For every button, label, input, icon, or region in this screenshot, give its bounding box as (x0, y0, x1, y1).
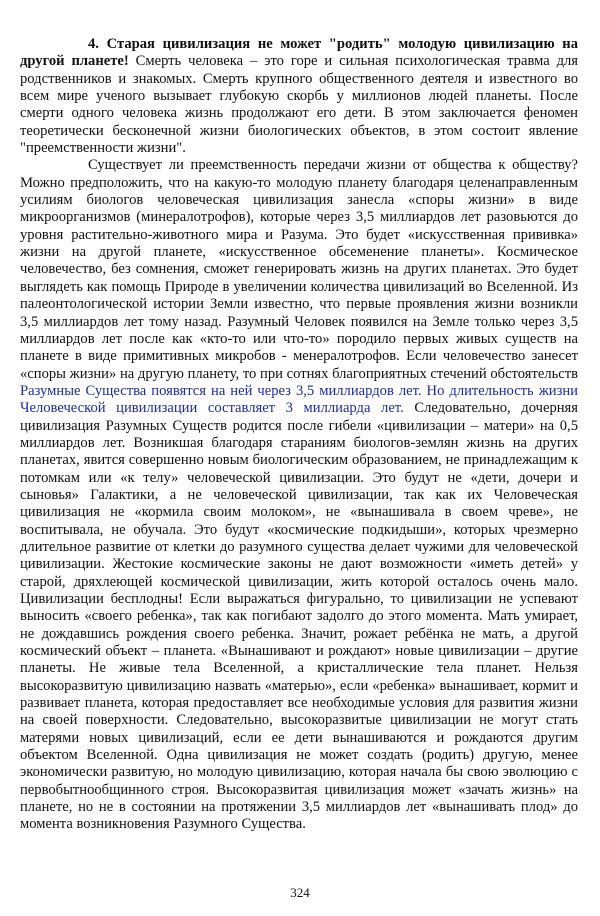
body-text (20, 36, 578, 834)
paragraph-1-body: Смерть человека – это горе и сильная психологическая травма для родственников и знакомых. Смерть крупного общественного деятеля и известного во всем мире ученого вызывает глубокую скорбь у миллионов людей планеты. После смерти одного человека жизнь продолжают его дети. В этом заключается феномен теоретически бесконечной жизни биологических объектов, в этом состоит явление "преемственности жизни". (20, 53, 578, 157)
paragraph-2-part-1: Существует ли преемственность передачи жизни от общества к обществу? Можно предположить, что на какую-то молодую планету благодаря целенаправленным усилиям биологов человеческая цивилизация занесла «споры жизни» в виде микроорганизмов (минералотрофов), которые через 3,5 миллиардов лет разовьются до уровня растительно-животного мира и Разума. Это будет «искусственная прививка» жизни на другой планете, «искусственное обсеменение планеты». Космическое человечество, без сомнения, сможет генерировать жизнь на других планетах. Это будет выглядеть как помощь Природе в увеличении количества цивилизаций во Вселенной. Из палеонтологической истории Земли известно, что первые проявления жизни возникли 3,5 миллиардов лет тому назад. Разумный Человек появился на Земле только через 3,5 миллиардов лет после как «кто-то или что-то» породило первых живых существ на планете в виде примитивных микробов - менералотрофов. Если человечество занесет «споры жизни» на другую планету, то при сотнях благоприятных стечений обстоятельств (20, 157, 578, 382)
section-heading: 4. Старая цивилизация не может "родить" молодую цивилизацию на другой планете! (20, 36, 578, 70)
page-number: 324 (290, 885, 310, 900)
paragraph-2 (20, 157, 578, 833)
paragraph-2-part-2: Следовательно, дочерняя цивилизация Разумных Существ родится после гибели «цивилизации – матери» на 0,5 миллиардов лет. Возникшая благодаря стараниям биологов-землян жизнь на других планетах, явится совершенно новым биологическим образованием, не принадлежащим к потомкам или «к телу» человеческой цивилизации. Это будут не «дети, дочери и сыновья» Галактики, а не человеческой цивилизации, так как их Человеческая цивилизация не «кормила своим молоком», не «вынашивала в своем чреве», не воспитывала, не обучала. Это будут «космические подкидыши», которых чрезмерно длительное развитие от клетки до разумного существа делает чужими для человеческой цивилизации. Жестокие космические законы не дают возможности «иметь детей» у старой, дряхлеющей космической цивилизации, жить которой осталось очень мало. Цивилизации бесплодны! Если выражаться фигурально, то цивилизации не успевают выносить «своего ребенка», так как погибают задолго до этого момента. Мать умирает, не дождавшись рождения своего ребенка. Значит, рожает ребёнка не мать, а другой космический объект – планета. «Вынашивают и рождают» новые цивилизации – другие планеты. Не живые тела Вселенной, а кристаллические тела планет. Нельзя высокоразвитую цивилизацию назвать «матерью», если «ребенка» вынашивает, кормит и развивает планета, которая предоставляет все необходимые условия для развития жизни на своей поверхности. Следовательно, высокоразвитые цивилизации не могут стать матерями новых цивилизаций, если ее дети вынашиваются и рождаются другим объектом Вселенной. Одна цивилизация не может создать (родить) другую, менее экономически развитую, но молодую цивилизацию, которая начала бы свою эволюцию с первобытнообщинного строя. Высокоразвитая цивилизация может «зачать жизнь» на планете, но не в состоянии на протяжении 3,5 миллиардов лет «вынашивать плод» до момента возникновения Разумного Существа. (20, 400, 578, 833)
paragraph-1 (20, 36, 578, 157)
highlighted-text: Разумные Существа появятся на ней через 3,5 миллиардов лет. Но длительность жизни Человеческой цивилизации составляет 3 миллиарда лет. (20, 382, 578, 417)
